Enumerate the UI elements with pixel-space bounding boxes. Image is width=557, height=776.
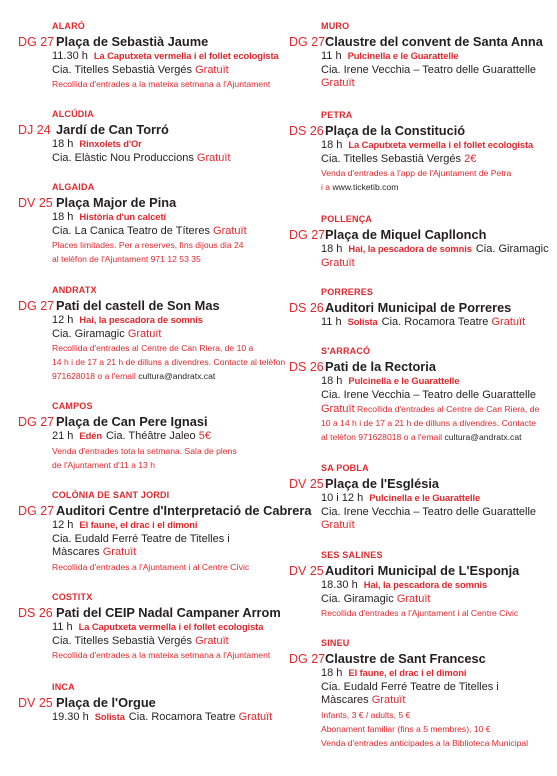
event-entry <box>289 287 557 330</box>
event-venue: Plaça de l'Església <box>325 476 440 491</box>
contact-email[interactable]: cultura@andratx.cat <box>138 371 216 381</box>
event-day: DG 27 <box>18 504 55 518</box>
company-name: Cia. Titelles Sebastià Vergés <box>321 152 462 165</box>
town-name: PETRA <box>321 110 353 120</box>
company-name: Cia. Giramagic <box>321 592 394 605</box>
event-entry <box>18 182 288 266</box>
event-time: 18 h <box>52 138 74 150</box>
show-title: Rinxolets d'Or <box>79 138 142 149</box>
event-venue: Plaça de l'Orgue <box>56 695 156 710</box>
event-day: DV 25 <box>18 196 53 210</box>
event-note: Recollida d'entrades a l'Ajuntament i al Centre Cívic <box>52 561 250 572</box>
event-entry <box>289 346 557 444</box>
ticket-website-link[interactable]: www.ticketib.com <box>332 182 399 192</box>
show-title: Edén <box>79 430 102 441</box>
event-note: Recollida d'entrades al Centre de Can Riera, de 10 a <box>52 343 254 353</box>
price: Gratuït <box>321 519 355 531</box>
event-note: al telèfon 971628018 o a l'email <box>321 432 443 442</box>
event-note: Recollida d'entrades al Centre de Can Riera, de <box>357 404 540 414</box>
event-time: 10 i 12 h <box>321 492 364 504</box>
event-venue: Pati del castell de Son Mas <box>56 298 220 313</box>
event-day: DS 26 <box>289 360 324 374</box>
event-entry <box>18 401 288 472</box>
event-note: i a <box>321 182 331 192</box>
event-venue: Plaça Major de Pina <box>56 195 177 210</box>
event-time: 11.30 h <box>52 50 88 62</box>
price: Gratuït <box>321 403 355 415</box>
event-note: al telèfon de l'Ajuntament 971 12 53 35 <box>52 254 201 264</box>
town-name: ALCÚDIA <box>52 109 94 119</box>
event-entry <box>18 592 288 662</box>
event-entry <box>18 682 288 725</box>
event-entry <box>18 109 288 165</box>
company-name: Cia. Titelles Sebastià Vergés <box>52 63 193 76</box>
event-time: 18.30 h <box>321 579 358 591</box>
event-time: 18 h <box>321 375 343 387</box>
event-entry <box>289 638 557 750</box>
event-day: DV 25 <box>18 696 53 710</box>
event-venue: Auditori Municipal de L'Esponja <box>325 563 520 578</box>
event-time: 18 h <box>321 667 343 679</box>
event-note: Infants, 3 € / adults, 5 € <box>321 709 411 720</box>
event-time: 18 h <box>52 211 74 223</box>
price: Gratuït <box>196 151 231 164</box>
contact-email[interactable]: cultura@andratx.cat <box>444 432 522 442</box>
event-entry <box>289 550 557 620</box>
price: Gratuït <box>396 592 431 605</box>
event-venue: Auditori Municipal de Porreres <box>325 300 512 315</box>
company-name: Cia. Eudald Ferré Teatre de Titelles i <box>52 532 230 545</box>
price: Gratuït <box>195 634 229 647</box>
event-entry <box>18 490 312 574</box>
event-entry <box>289 21 557 91</box>
event-day: DS 26 <box>18 606 53 620</box>
company-name: Cia. Giramagic <box>475 243 549 255</box>
company-name: Cia. Giramagic <box>52 327 125 340</box>
event-day: DG 27 <box>289 652 326 666</box>
event-time: 12 h <box>52 519 74 531</box>
company-name: Cia. Eudald Ferré Teatre de Titelles i <box>321 680 499 693</box>
company-name: Cia. Irene Vecchia – Teatro delle Guarattelle <box>321 388 537 401</box>
event-day: DG 27 <box>18 35 55 49</box>
event-day: DV 25 <box>289 564 324 578</box>
company-name: Cia. Théâtre Jaleo <box>105 430 196 442</box>
town-name: SES SALINES <box>321 550 383 560</box>
event-venue: Plaça de Sebastià Jaume <box>56 34 209 49</box>
town-name: SA POBLA <box>321 463 369 473</box>
company-name: Cia. Titelles Sebastià Vergés <box>52 634 193 647</box>
show-title: Història d'un calcetí <box>79 211 167 222</box>
price: Gratuït <box>213 224 247 237</box>
event-time: 18 h <box>321 243 343 255</box>
show-title: La Caputxeta vermella i el follet ecologista <box>348 139 534 150</box>
event-time: 12 h <box>52 314 74 326</box>
price: 2€ <box>464 152 477 165</box>
show-title: Pulcinella e le Guarattelle <box>369 492 481 503</box>
show-title: Hai, la pescadora de somnis <box>79 314 203 325</box>
town-name: MURO <box>321 21 350 31</box>
event-note: Places limitades. Per a reserves, fins dijous dia 24 <box>52 240 244 250</box>
town-name: SINEU <box>321 638 350 648</box>
event-entry <box>289 214 557 270</box>
town-name: ANDRATX <box>52 285 97 295</box>
event-day: DG 27 <box>289 228 326 242</box>
event-time: 11 h <box>321 50 342 62</box>
company-name: Cia. Rocamora Teatre <box>381 316 489 328</box>
town-name: CAMPOS <box>52 401 93 411</box>
company-name: Cia. La Canica Teatro de Títeres <box>52 224 210 237</box>
company-name: Cia. Irene Vecchia – Teatro delle Guarattelle <box>321 505 537 518</box>
show-title: Solista <box>347 316 378 327</box>
show-title: Pulcinella e le Guarattelle <box>347 50 459 61</box>
event-time: 21 h <box>52 430 74 442</box>
show-title: La Caputxeta vermella i el follet ecologista <box>78 621 264 632</box>
show-title: El faune, el drac i el dimoni <box>79 519 198 530</box>
price: 5€ <box>198 430 211 442</box>
event-entry <box>289 463 557 533</box>
event-note: Recollida d'entrades a l'Ajuntament i al Centre Cívic <box>321 608 519 618</box>
event-venue: Pati de la Rectoria <box>325 359 436 374</box>
event-venue: Claustre del convent de Santa Anna <box>325 34 543 49</box>
event-venue: Auditori Centre d'Interpretació de Cabrera <box>56 503 312 518</box>
price: Gratuït <box>321 77 355 89</box>
price: Gratuït <box>491 316 526 328</box>
show-title: Pulcinella e le Guarattelle <box>348 375 460 386</box>
event-note: 10 a 14 h i de 17 a 21 h de dilluns a divendres. Contacte <box>321 418 536 428</box>
show-title: El faune, el drac i el dimoni <box>348 667 467 678</box>
event-note: Recollida d'entrades a la mateixa setmana a l'Ajuntament <box>52 79 271 89</box>
event-time: 11 h <box>321 316 342 328</box>
event-day: DJ 24 <box>18 123 51 137</box>
price: Gratuït <box>102 546 137 558</box>
event-day: DS 26 <box>289 301 324 315</box>
event-venue: Claustre de Sant Francesc <box>325 651 486 666</box>
show-title: Solista <box>94 711 125 722</box>
price: Gratuït <box>371 694 406 706</box>
event-entry <box>18 21 288 91</box>
event-day: DG 27 <box>18 415 55 429</box>
event-entry <box>18 285 288 383</box>
event-note: de l'Ajuntament d'11 a 13 h <box>52 459 155 470</box>
company-name: Cia. Elàstic Nou Produccions <box>52 151 194 164</box>
show-title: La Caputxeta vermella i el follet ecologista <box>93 50 279 61</box>
event-time: 18 h <box>321 139 343 151</box>
town-name: COLÒNIA DE SANT JORDI <box>52 490 170 500</box>
town-name: POLLENÇA <box>321 214 373 224</box>
company-name: Màscares <box>52 546 100 558</box>
event-venue: Jardí de Can Torró <box>56 122 169 137</box>
company-name: Cia. Irene Vecchia – Teatro delle Guarattelle <box>321 63 537 76</box>
price: Gratuït <box>127 327 162 340</box>
event-note: 14 h i de 17 a 21 h de dilluns a divendres. Contacte al telèfon <box>52 357 286 367</box>
event-day: DV 25 <box>289 477 324 491</box>
event-venue: Plaça de Can Pere Ignasi <box>56 414 208 429</box>
event-entry <box>289 110 557 194</box>
event-venue: Plaça de la Constitució <box>325 123 466 138</box>
town-name: INCA <box>52 682 75 692</box>
show-title: Hai, la pescadora de somnis <box>363 579 488 590</box>
event-time: 11 h <box>52 621 73 633</box>
price: Gratuït <box>321 256 355 269</box>
company-name: Màscares <box>321 694 369 706</box>
event-day: DG 27 <box>289 35 326 49</box>
town-name: COSTITX <box>52 592 93 602</box>
company-name: Cia. Rocamora Teatre <box>128 711 236 723</box>
town-name: ALGAIDA <box>52 182 95 192</box>
event-note: Abonament familiar (fins a 5 membres), 10 € <box>321 723 491 734</box>
event-note: 971628018 o a l'email <box>52 371 136 381</box>
town-name: ALARÓ <box>52 21 85 31</box>
event-note: Venda d'entrades anticipades a la Biblioteca Municipal <box>321 737 529 748</box>
event-day: DG 27 <box>18 299 55 313</box>
town-name: PORRERES <box>321 287 374 297</box>
event-venue: Plaça de Miquel Capllonch <box>325 227 487 242</box>
show-title: Hai, la pescadora de somnis <box>348 243 472 254</box>
event-day: DS 26 <box>289 124 324 138</box>
town-name: S'ARRACÓ <box>321 346 371 356</box>
price: Gratuït <box>195 63 229 76</box>
event-note: Recollida d'entrades a la mateixa setmana a l'Ajuntament <box>52 650 271 660</box>
event-note: Venda d'entrades tota la setmana. Sala de plens <box>52 445 237 456</box>
event-time: 19.30 h <box>52 711 89 723</box>
event-venue: Pati del CEIP Nadal Campaner Arrom <box>56 605 281 620</box>
event-note: Venda d'entrades a l'app de l'Ajuntament de Petra <box>321 168 512 178</box>
price: Gratuït <box>238 711 273 723</box>
